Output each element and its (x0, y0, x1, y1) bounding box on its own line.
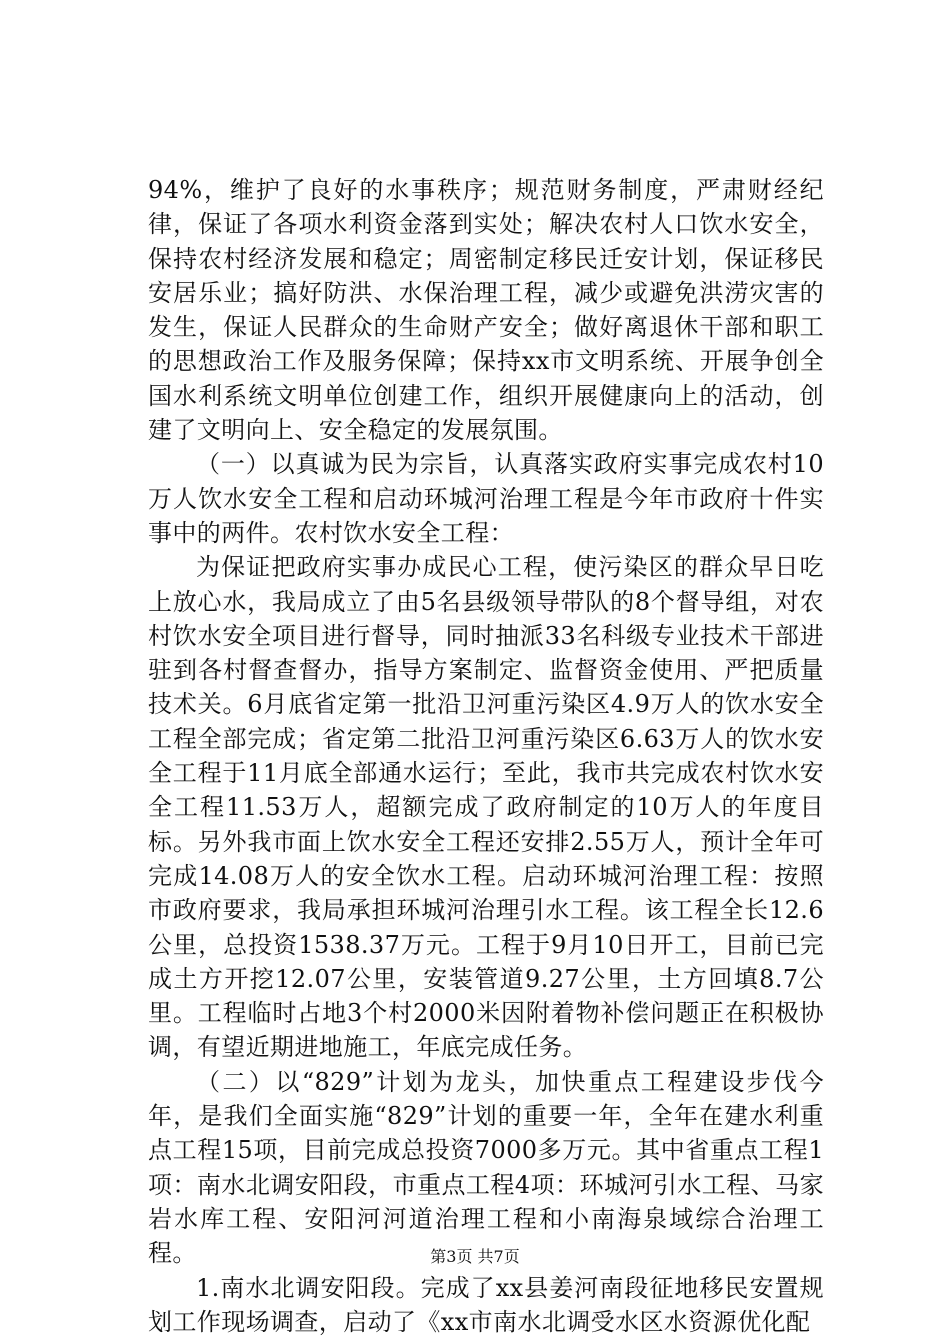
paragraph-section-1: （一）以真诚为民为宗旨，认真落实政府实事完成农村10万人饮水安全工程和启动环城河治理工程是今年市政府十件实事中的两件。农村饮水安全工程： (148, 450, 824, 547)
paragraph-section-2: （二）以“829”计划为龙头，加快重点工程建设步伐今年，是我们全面实施“829”计划的重要一年，全年在建水利重点工程15项，目前完成总投资7000多万元。其中省重点工程1项：南水北调安阳段，市重点工程4项：环城河引水工程、马家岩水库工程、安阳河河道治理工程和小南海泉域综合治理工程。 (148, 1067, 824, 1268)
page-footer: 第3页 共7页 (430, 1247, 520, 1266)
paragraph-drinking-water: 为保证把政府实事办成民心工程，使污染区的群众早日吃上放心水，我局成立了由5名县级领导带队的8个督导组，对农村饮水安全项目进行督导，同时抽派33名科级专业技术干部进驻到各村督查督办，指导方案制定、监督资金使用、严把质量技术关。6月底省定第一批沿卫河重污染区4.9万人的饮水安全工程全部完成；省定第二批沿卫河重污染区6.63万人的饮水安全工程于11月底全部通水运行；至此，我市共完成农村饮水安全工程11.53万人，超额完成了政府制定的10万人的年度目标。另外我市面上饮水安全工程还安排2.55万人，预计全年可完成14.08万人的安全饮水工程。启动环城河治理工程：按照市政府要求，我局承担环城河治理引水工程。该工程全长12.6公里，总投资1538.37万元。工程于9月10日开工，目前已完成土方开挖12.07公里，安装管道9.27公里，土方回填8.7公里。工程临时占地3个村2000米因附着物补偿问题正在积极协调，有望近期进地施工，年底完成任务。 (148, 553, 824, 1062)
paragraph-continuation: 94%，维护了良好的水事秩序；规范财务制度，严肃财经纪律，保证了各项水利资金落到实处；解决农村人口饮水安全，保持农村经济发展和稳定；周密制定移民迁安计划，保证移民安居乐业；搞好防洪、水保治理工程，减少或避免洪涝灾害的发生，保证人民群众的生命财产安全；做好离退休干部和职工的思想政治工作及服务保障；保持xx市文明系统、开展争创全国水利系统文明单位创建工作，组织开展健康向上的活动，创建了文明向上、安全稳定的发展氛围。 (148, 176, 824, 445)
document-body (148, 173, 824, 1339)
paragraph-item-1: 1.南水北调安阳段。完成了xx县姜河南段征地移民安置规划工作现场调查，启动了《xx市南水北调受水区水资源优化配 (148, 1273, 824, 1336)
